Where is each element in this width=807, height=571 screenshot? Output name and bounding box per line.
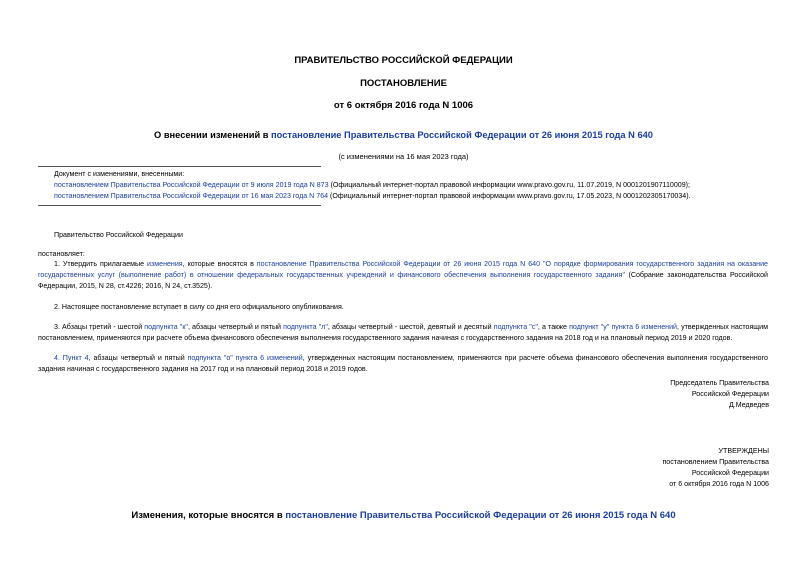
change-item-2: постановлением Правительства Российской Федерации от 16 мая 2023 года N 764 (Официальный интернет-портал правовой информации www.pravo.gov.ru, 17.05.2023, N 0001202305170034).	[54, 192, 691, 200]
divider-bottom	[38, 205, 321, 206]
approved-line-4: от 6 октября 2016 года N 1006	[669, 480, 769, 488]
change-link-2[interactable]: постановлением Правительства Российской Федерации от 16 мая 2023 года N 764	[54, 192, 329, 200]
approved-line-1: УТВЕРЖДЕНЫ	[718, 447, 769, 455]
p1-link-resolution[interactable]: постановление Правительства Российской Федерации от 26 июня 2015 года N 640 "О порядке формирования государственного задания на оказание государственных услуг (выполнение работ) в отношении федеральных государственных учреждений и финансового обеспечения выполнения государственного задания"	[38, 260, 769, 280]
document-type: ПОСТАНОВЛЕНИЕ	[360, 78, 447, 89]
title-prefix: О внесении изменений в	[154, 130, 272, 140]
annex-link[interactable]: постановление Правительства Российской Федерации от 26 июня 2015 года N 640	[285, 510, 676, 521]
edited-note: (с изменениями на 16 мая 2023 года)	[338, 152, 469, 161]
signature-block	[670, 378, 769, 411]
paragraph-4: 4. Пункт 4, абзацы четвертый и пятый подпункта "о" пункта 6 изменений, утвержденных настоящим постановлением, применяются при расчете объема финансового обеспечения выполнения государственного задания начиная с государственного задания на 2017 год и на плановый период 2018 и 2019 годов.	[38, 354, 768, 374]
body-gov: Правительство Российской Федерации	[54, 231, 183, 239]
document-title	[0, 130, 807, 140]
p1-link-changes[interactable]: изменения	[147, 260, 183, 268]
annex-title: Изменения, которые вносятся в постановление Правительства Российской Федерации от 26 июня 2015 года N 640	[131, 510, 676, 521]
changes-intro: Документ с изменениями, внесенными:	[54, 170, 185, 178]
paragraph-1: 1. Утвердить прилагаемые изменения, которые вносятся в постановление Правительства Российской Федерации от 26 июня 2015 года N 640 "О порядке формирования государственного задания на оказание государственных услуг (выполнение работ) в отношении федеральных государственных учреждений и финансового обеспечения выполнения государственного задания" (Собрание законодательства Российской Федерации, 2015, N 28, ст.4226; 2016, N 24, ст.3525).	[38, 260, 769, 291]
signature-line-1: Председатель Правительства	[670, 379, 769, 387]
body-resolves: постановляет:	[38, 250, 85, 258]
p4-link-o[interactable]: подпункта "о" пункта 6 изменений	[187, 354, 303, 362]
p3-link-u[interactable]: подпункт "у" пункта 6 изменений	[569, 323, 678, 331]
divider-top	[38, 166, 321, 167]
paragraph-2: 2. Настоящее постановление вступает в силу со дня его официального опубликования.	[54, 303, 344, 311]
approved-line-3: Российской Федерации	[691, 469, 769, 477]
paragraph-3: 3. Абзацы третий - шестой подпункта "к", абзацы четвертый и пятый подпункта "л", абзацы четвертый - шестой, девятый и десятый подпункта "с", а также подпункт "у" пункта 6 изменений, утвержденных настоящим постановлением, применяются при расчете объема финансового обеспечения выполнения государственного задания начиная с государственного задания на 2018 год и на плановый период 2019 и 2020 годов.	[38, 323, 768, 343]
document-date: от 6 октября 2016 года N 1006	[333, 100, 474, 111]
government-title: ПРАВИТЕЛЬСТВО РОССИЙСКОЙ ФЕДЕРАЦИИ	[294, 55, 513, 66]
p4-link-point4[interactable]: 4. Пункт 4	[54, 354, 89, 362]
approved-block	[662, 446, 769, 490]
signature-line-3: Д.Медведев	[728, 401, 769, 409]
p3-link-l[interactable]: подпункта "л"	[283, 323, 328, 331]
change-link-1[interactable]: постановлением Правительства Российской Федерации от 9 июля 2019 года N 873	[54, 181, 329, 189]
change-item-1: постановлением Правительства Российской Федерации от 9 июля 2019 года N 873 (Официальный интернет-портал правовой информации www.pravo.gov.ru, 11.07.2019, N 0001201907110009);	[54, 181, 691, 189]
p3-link-k[interactable]: подпункта "к"	[144, 323, 188, 331]
title-link[interactable]: постановление Правительства Российской Федерации от 26 июня 2015 года N 640	[271, 130, 653, 140]
signature-line-2: Российской Федерации	[691, 390, 769, 398]
approved-line-2: постановлением Правительства	[662, 458, 769, 466]
p3-link-s[interactable]: подпункта "с"	[493, 323, 538, 331]
